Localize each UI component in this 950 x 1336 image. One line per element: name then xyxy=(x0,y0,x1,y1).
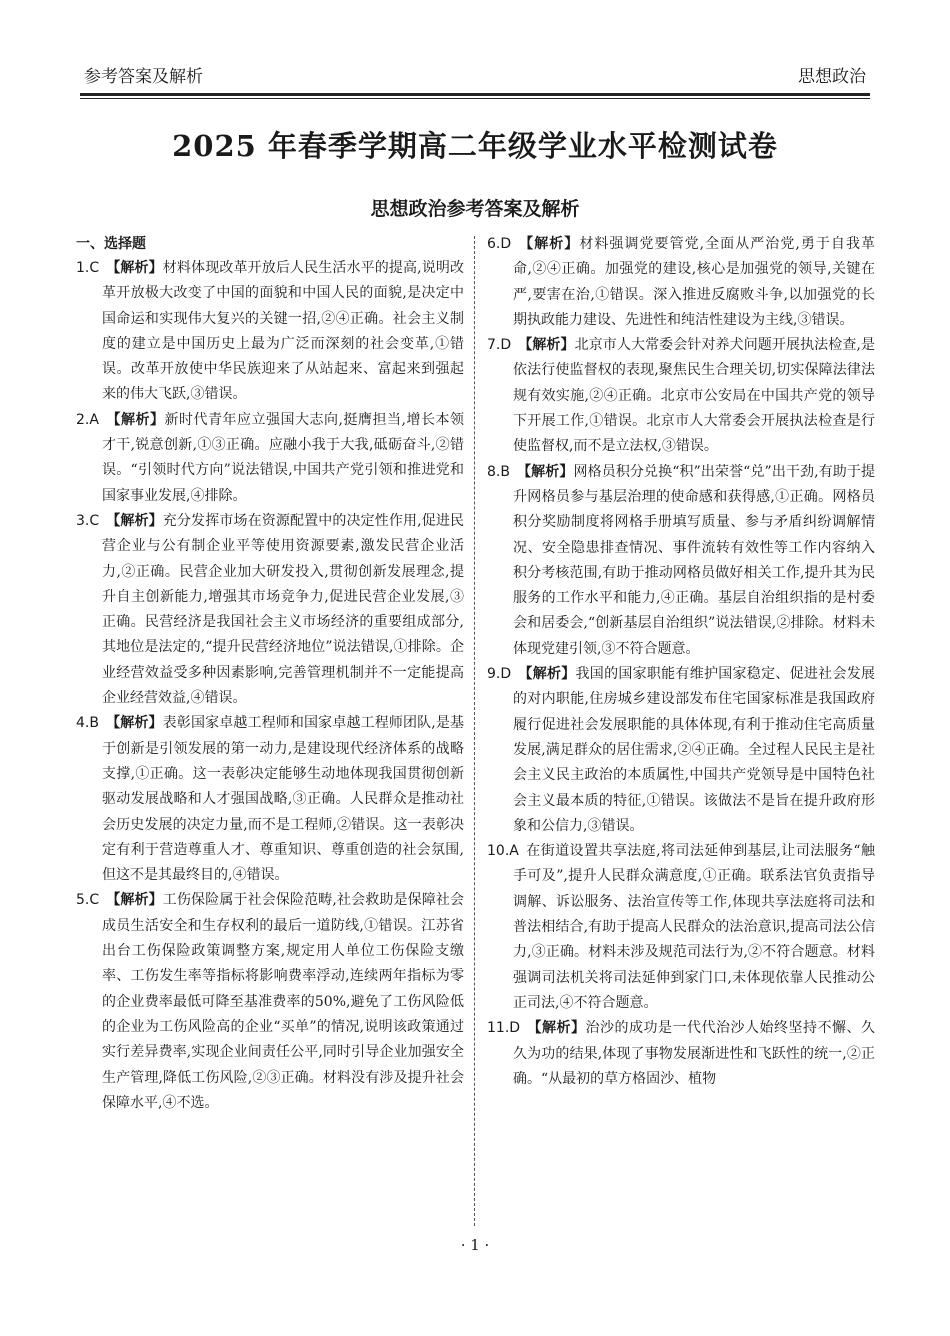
question-number: 5. xyxy=(76,892,90,909)
answer-item xyxy=(76,888,464,1116)
analysis-text: 材料体现改革开放后人民生活水平的提高,说明改革开放极大改变了中国的面貌和中国人民的面貌,是决定中国命运和实现伟大复兴的关键一招,②④正确。社会主义制度的建立是中国历史上最为广泛而深刻的社会变革,①错误。改革开放使中华民族迎来了从站起来、富起来到强起来的伟大飞跃,③错误。 xyxy=(102,260,464,403)
answer-letter: C xyxy=(89,892,100,909)
answer-item xyxy=(76,256,464,408)
question-number: 8. xyxy=(487,463,501,480)
analysis-text: 治沙的成功是一代代治沙人始终坚持不懈、久久为功的结果,体现了事物发展渐进性和飞跃性的统一,②正确。“从最初的草方格固沙、植物 xyxy=(513,1020,876,1087)
question-number: 11. xyxy=(487,1020,510,1037)
answer-item xyxy=(487,333,875,459)
analysis-tag: 【解析】 xyxy=(516,463,574,480)
analysis-text: 材料强调党要管党,全面从严治党,勇于自我革命,②④正确。加强党的建设,核心是加强党的领导,关键在严,要害在治,①错误。深入推进反腐败斗争,以加强党的长期执政能力建设、先进性和纯洁性建设为主线,③错误。 xyxy=(513,236,876,328)
question-number: 1. xyxy=(76,260,90,276)
analysis-tag: 【解析】 xyxy=(518,337,575,354)
answer-item xyxy=(76,711,464,888)
analysis-tag: 【解析】 xyxy=(106,260,163,276)
answer-letter: D xyxy=(500,236,512,252)
section-heading: 一、选择题 xyxy=(76,236,146,252)
analysis-tag: 【解析】 xyxy=(105,715,163,732)
question-number: 4. xyxy=(76,715,90,732)
left-column xyxy=(76,232,464,1116)
question-number: 7. xyxy=(487,337,501,354)
page-number: · 1 · xyxy=(460,1236,490,1254)
answer-item xyxy=(487,839,875,1016)
answer-letter: B xyxy=(89,715,99,732)
question-number: 3. xyxy=(76,512,90,529)
header-subject-label: 思想政治 xyxy=(798,67,866,87)
question-number: 2. xyxy=(76,411,90,428)
analysis-tag: 【解析】 xyxy=(106,512,163,529)
answer-item xyxy=(487,232,875,333)
answer-letter: D xyxy=(509,1020,521,1037)
analysis-text: 在街道设置共享法庭,将司法延伸到基层,让司法服务“触手可及”,提升人民群众满意度,①正确。联系法官负责指导调解、诉讼服务、法治宣传等工作,体现共享法庭将司法和普法相结合,有助于提高人民群众的法治意识,提高司法公信力,③正确。材料未涉及规范司法行为,②不符合题意。材料强调司法机关将司法延伸到家门口,未体现依靠人民推动公正司法,④不符合题意。 xyxy=(513,843,875,1011)
question-number: 6. xyxy=(487,236,501,252)
analysis-text: 我国的国家职能有维护国家稳定、促进社会发展的对内职能,住房城乡建设部发布住宅国家标准是我国政府履行促进社会发展职能的具体体现,有利于推动住宅高质量发展,满足群众的居住需求,②④正确。全过程人民民主是社会主义民主政治的本质属性,中国共产党领导是中国特色社会主义最本质的特征,①错误。该做法不是旨在提升政府形象和公信力,③错误。 xyxy=(513,666,876,834)
question-number: 10. xyxy=(487,843,510,860)
header-rule-thick xyxy=(80,93,870,96)
answer-item xyxy=(76,509,464,711)
answer-item xyxy=(487,460,875,662)
analysis-tag: 【解析】 xyxy=(518,666,576,683)
answer-letter: C xyxy=(89,512,100,529)
answer-letter: A xyxy=(89,411,99,428)
analysis-text: 表彰国家卓越工程师和国家卓越工程师团队,是基于创新是引领发展的第一动力,是建设现代经济体系的战略支撑,①正确。这一表彰决定能够生动地体现我国贯彻创新驱动发展战略和人才强国战略,③正确。人民群众是推动社会历史发展的决定力量,而不是工程师,②错误。这一表彰决定有利于营造尊重人才、尊重知识、尊重创造的社会氛围,但这不是其最终目的,④错误。 xyxy=(102,715,465,884)
analysis-tag: 【解析】 xyxy=(106,892,163,909)
answer-letter: D xyxy=(500,337,512,354)
analysis-tag: 【解析】 xyxy=(518,236,580,252)
answer-letter: A xyxy=(509,843,519,860)
document-title: 2025 年春季学期高二年级学业水平检测试卷 xyxy=(172,129,778,163)
answer-item xyxy=(487,662,875,839)
answer-letter: B xyxy=(500,463,510,480)
answer-letter: D xyxy=(500,666,512,683)
right-column xyxy=(487,232,875,1092)
analysis-tag: 【解析】 xyxy=(105,411,165,428)
analysis-text: 新时代青年应立强国大志向,挺膺担当,增长本领才干,锐意创新,①③正确。应融小我于大我,砥砺奋斗,②错误。“引领时代方向”说法错误,中国共产党引领和推进党和国家事业发展,④排除。 xyxy=(102,411,464,504)
header-rule-thin xyxy=(80,98,870,99)
answer-item xyxy=(76,408,464,509)
analysis-text: 北京市人大常委会针对养犬问题开展执法检查,是依法行使监督权的表现,聚焦民生合理关切,切实保障法律法规有效实施,②④正确。北京市公安局在中国共产党的领导下开展工作,①错误。北京市人大常委会开展执法检查是行使监督权,而不是立法权,③错误。 xyxy=(513,337,876,455)
analysis-tag: 【解析】 xyxy=(527,1020,586,1037)
answer-item xyxy=(487,1016,875,1092)
analysis-text: 充分发挥市场在资源配置中的决定性作用,促进民营企业与公有制企业平等使用资源要素,激发民营企业活力,②正确。民营企业加大研发投入,贯彻创新发展理念,提升自主创新能力,增强其市场竞争力,促进民营企业发展,③正确。民营经济是我国社会主义市场经济的重要组成部分,其地位是法定的,“提升民营经济地位”说法错误,①排除。企业经营效益受多种因素影响,完善管理机制并不一定能提高企业经营效益,④错误。 xyxy=(102,512,464,707)
page-header xyxy=(80,58,870,92)
analysis-text: 网格员积分兑换“积”出荣誉“兑”出干劲,有助于提升网格员参与基层治理的使命感和获得感,①正确。网格员积分奖励制度将网格手册填写质量、参与矛盾纠纷调解情况、安全隐患排查情况、事件流转有效性等工作内容纳入积分考核范围,有助于推动网格员做好相关工作,提升其为民服务的工作水平和能力,④正确。基层自治组织指的是村委会和居委会,“创新基层自治组织”说法错误,②排除。材料未体现党建引领,③不符合题意。 xyxy=(513,463,876,657)
question-number: 9. xyxy=(487,666,501,683)
column-divider xyxy=(474,236,475,1226)
document-subtitle: 思想政治参考答案及解析 xyxy=(370,198,580,220)
header-left-label: 参考答案及解析 xyxy=(84,67,203,87)
answer-letter: C xyxy=(89,260,100,276)
analysis-text: 工伤保险属于社会保险范畴,社会救助是保障社会成员生活安全和生存权利的最后一道防线,①错误。江苏省出台工伤保险政策调整方案,规定用人单位工伤保险支缴率、工伤发生率等指标将影响费率浮动,连续两年指标为零的企业费率最低可降至基准费率的50%,避免了工伤风险低的企业为工伤风险高的企业“买单”的情况,说明该政策通过实行差异费率,实现企业间责任公平,同时引导企业加强安全生产管理,降低工伤风险,②③正确。材料没有涉及提升社会保障水平,④不选。 xyxy=(102,892,464,1111)
